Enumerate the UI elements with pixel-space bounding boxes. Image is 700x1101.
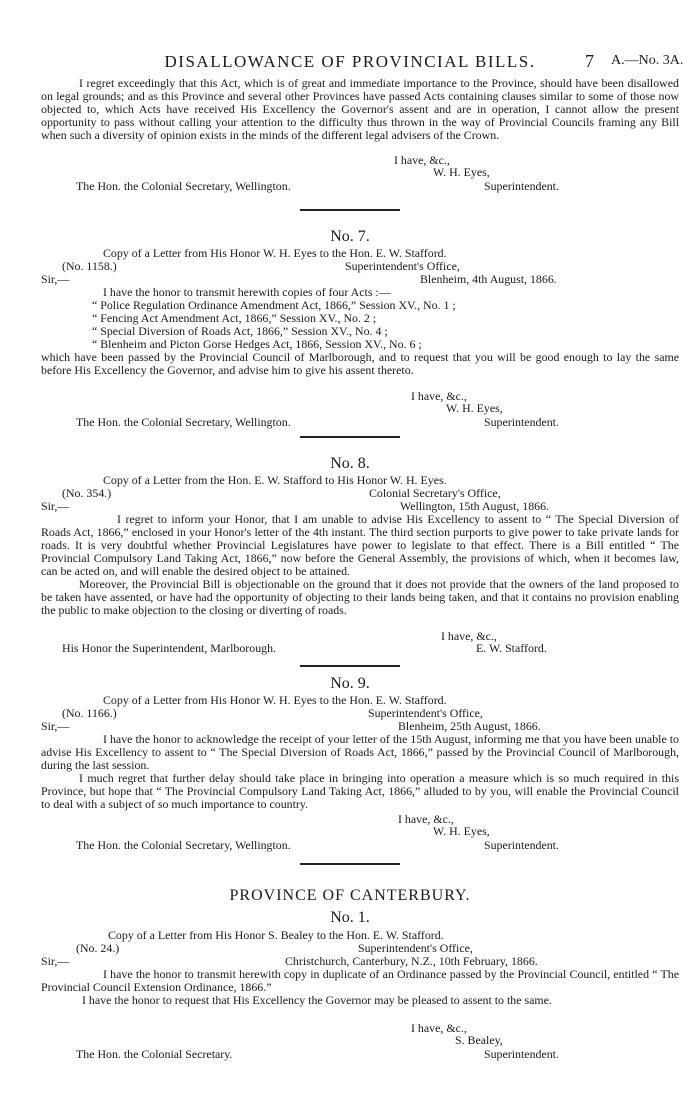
letter-9-heading: No. 9.: [330, 675, 370, 692]
canterbury-letter-1-caption: Copy of a Letter from His Honor S. Bealey to the Hon. E. W. Stafford.: [108, 928, 444, 942]
letter-7-ref: (No. 1158.): [62, 259, 117, 273]
letter-7-heading: No. 7.: [330, 228, 370, 245]
intro-closing: I have, &c.,: [394, 153, 450, 167]
letter-9-salutation: Sir,—: [41, 719, 70, 733]
letter-9-signer-title: Superintendent.: [484, 838, 559, 852]
section-divider: [300, 209, 400, 211]
intro-addressee: The Hon. the Colonial Secretary, Wellington.: [76, 179, 291, 193]
section-divider: [300, 436, 400, 438]
letter-8-paragraph-1: I regret to inform your Honor, that I am unable to advise His Excellency to assent to “ The Special Diversion of Roads Act, 1866,” enclosed in your Honor's letter of the 4th instant. The third section purports to give power to take private lands for roads. It is very doubtful whether Provincial Legislatures have power to legislate to that effect. There is a Bill entitled “ The Provincial Compulsory Land Taking Act, 1866,” now before the General Assembly, the provisions of which, when it becomes law, can be acted on, and will enable the desired object to be attained.: [41, 512, 679, 578]
canterbury-letter-1-paragraph-1: I have the honor to transmit herewith copy in duplicate of an Ordinance passed by the Provincial Council, entitled “ The Provincial Council Extension Ordinance, 1866.”: [41, 967, 679, 994]
canterbury-letter-1-signer: S. Bealey,: [455, 1033, 503, 1047]
canterbury-letter-1-place-date: Christchurch, Canterbury, N.Z., 10th February, 1866.: [285, 954, 538, 968]
running-header-title: DISALLOWANCE OF PROVINCIAL BILLS.: [164, 52, 536, 71]
province-section-title: PROVINCE OF CANTERBURY.: [229, 887, 471, 904]
section-divider: [300, 665, 400, 667]
canterbury-letter-1-addressee: The Hon. the Colonial Secretary.: [76, 1047, 233, 1061]
letter-9-ref: (No. 1166.): [62, 706, 117, 720]
letter-8-salutation: Sir,—: [41, 499, 70, 513]
letter-8-signer: E. W. Stafford.: [476, 641, 547, 655]
letter-7-caption: Copy of a Letter from His Honor W. H. Eyes to the Hon. E. W. Stafford.: [103, 246, 447, 260]
letter-7-act-item: “ Blenheim and Picton Gorse Hedges Act, 1866, Session XV., No. 6 ;: [92, 337, 422, 351]
letter-8-place-date: Wellington, 15th August, 1866.: [400, 499, 549, 513]
letter-9-office: Superintendent's Office,: [368, 706, 483, 720]
canterbury-letter-1-paragraph-2: I have the honor to request that His Excellency the Governor may be pleased to assent to the same.: [82, 993, 552, 1007]
letter-9-addressee: The Hon. the Colonial Secretary, Wellington.: [76, 838, 291, 852]
letter-8-paragraph-2: Moreover, the Provincial Bill is objectionable on the ground that it does not provide that the owners of the land proposed to be taken have assented, or have had the opportunity of objecting to their lands being taken, and that it contains no provision enabling the public to make objection to the closing or diverting of roads.: [41, 577, 679, 617]
letter-7-act-item: “ Special Diversion of Roads Act, 1866,” Session XV., No. 4 ;: [92, 324, 388, 338]
letter-8-ref: (No. 354.): [62, 486, 112, 500]
letter-9-place-date: Blenheim, 25th August, 1866.: [398, 719, 541, 733]
letter-8-addressee: His Honor the Superintendent, Marlborough.: [62, 641, 276, 655]
letter-7-body: which have been passed by the Provincial Council of Marlborough, and to request that you will be good enough to lay the same before His Excellency the Governor, and advise him to give his assent thereto.: [41, 350, 679, 377]
letter-9-paragraph-1: I have the honor to acknowledge the receipt of your letter of the 15th August, informing me that you have been unable to advise His Excellency to assent to “ The Special Diversion of Roads Act, 1866,” passed by the Provincial Council of Marlborough, during the last session.: [41, 732, 679, 772]
section-divider: [300, 863, 400, 865]
canterbury-letter-1-signer-title: Superintendent.: [484, 1047, 559, 1061]
letter-7-addressee: The Hon. the Colonial Secretary, Wellington.: [76, 415, 291, 429]
intro-signer: W. H. Eyes,: [433, 165, 490, 179]
letter-9-paragraph-2: I much regret that further delay should take place in bringing into operation a measure which is so much required in this Province, but hope that “ The Provincial Compulsory Land Taking Act, 1866,” alluded to by you, will enable the Provincial Council to deal with a subject of so much importance to country.: [41, 771, 679, 811]
intro-signer-title: Superintendent.: [484, 179, 559, 193]
letter-9-signer: W. H. Eyes,: [433, 824, 490, 838]
letter-7-place-date: Blenheim, 4th August, 1866.: [420, 272, 557, 286]
letter-7-salutation: Sir,—: [41, 272, 70, 286]
canterbury-letter-1-salutation: Sir,—: [41, 954, 70, 968]
letter-7-signer: W. H. Eyes,: [446, 401, 503, 415]
letter-7-closing: I have, &c.,: [411, 389, 467, 403]
canterbury-letter-1-closing: I have, &c.,: [411, 1021, 467, 1035]
letter-7-signer-title: Superintendent.: [484, 415, 559, 429]
letter-9-caption: Copy of a Letter from His Honor W. H. Eyes to the Hon. E. W. Stafford.: [103, 693, 447, 707]
letter-7-office: Superintendent's Office,: [345, 259, 460, 273]
canterbury-letter-1-office: Superintendent's Office,: [358, 941, 473, 955]
letter-7-act-item: “ Police Regulation Ordinance Amendment Act, 1866,” Session XV., No. 1 ;: [92, 298, 456, 312]
paper-reference: A.—No. 3A.: [611, 53, 684, 68]
letter-8-caption: Copy of a Letter from the Hon. E. W. Stafford to His Honor W. H. Eyes.: [103, 473, 447, 487]
letter-7-act-item: “ Fencing Act Amendment Act, 1866,” Session XV., No. 2 ;: [92, 311, 377, 325]
letter-8-heading: No. 8.: [330, 455, 370, 472]
canterbury-letter-1-heading: No. 1.: [330, 909, 370, 926]
letter-8-office: Colonial Secretary's Office,: [369, 486, 501, 500]
letter-8-closing: I have, &c.,: [441, 629, 497, 643]
letter-7-intro: I have the honor to transmit herewith copies of four Acts :—: [103, 285, 391, 299]
intro-paragraph: I regret exceedingly that this Act, which is of great and immediate importance to the Province, should have been disallowed on legal grounds; and as this Province and several other Provinces have passed Acts containing clauses similar to some of those now objected to, which Acts have received His Excellency the Governor's assent and are in operation, I cannot allow the present opportunity to pass without calling your attention to the difficulty thus thrown in the way of Provincial Councils framing any Bill when such a diversity of opinion exists in the minds of the different legal advisers of the Crown.: [41, 76, 679, 142]
canterbury-letter-1-ref: (No. 24.): [76, 941, 120, 955]
letter-9-closing: I have, &c.,: [398, 812, 454, 826]
page-number: 7: [585, 51, 594, 71]
